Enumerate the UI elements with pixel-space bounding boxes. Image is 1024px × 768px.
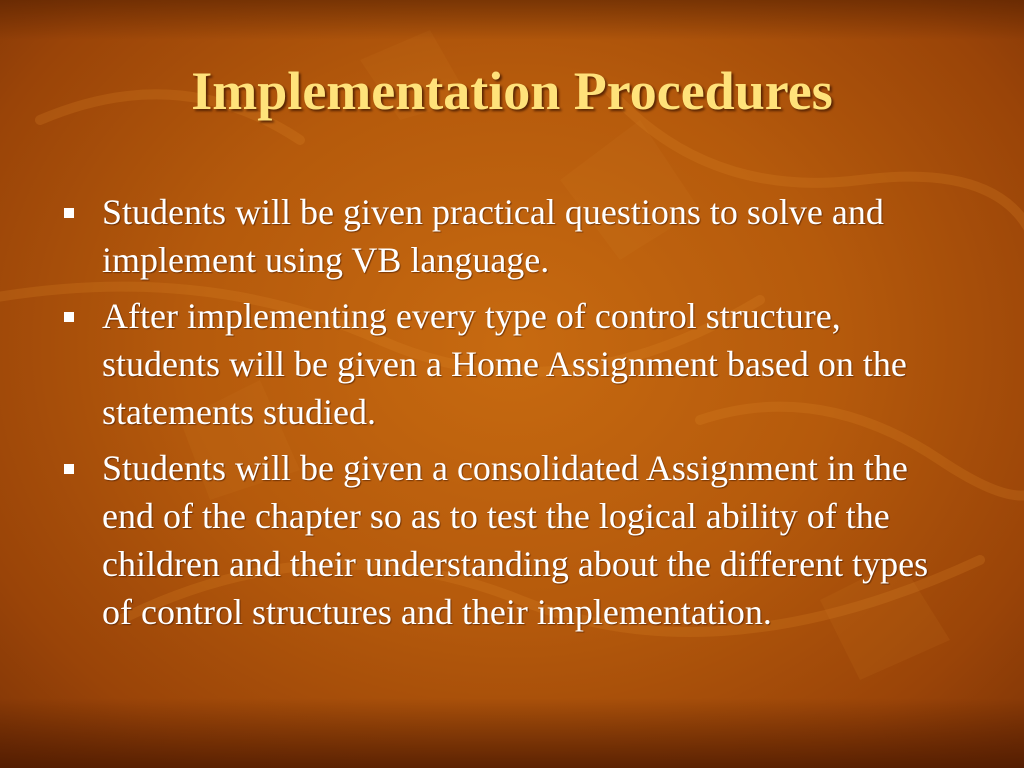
bullet-text: Students will be given a consolidated Assignment in the end of the chapter so as to test the logical ability of the children and their understanding about the different types of control structures and their implementation.	[102, 448, 929, 632]
bullet-text: After implementing every type of control structure, students will be given a Home Assignment based on the statements studied.	[102, 296, 907, 432]
bullet-list	[58, 188, 958, 644]
bullet-text: Students will be given practical questions to solve and implement using VB language.	[102, 192, 884, 280]
bullet-item	[58, 292, 958, 436]
square-bullet-icon	[64, 208, 74, 218]
bottom-shadow-band	[0, 698, 1024, 768]
bullet-item	[58, 444, 958, 636]
square-bullet-icon	[64, 464, 74, 474]
square-bullet-icon	[64, 312, 74, 322]
top-shadow-band	[0, 0, 1024, 40]
slide-title: Implementation Procedures	[191, 61, 833, 121]
bullet-item	[58, 188, 958, 284]
